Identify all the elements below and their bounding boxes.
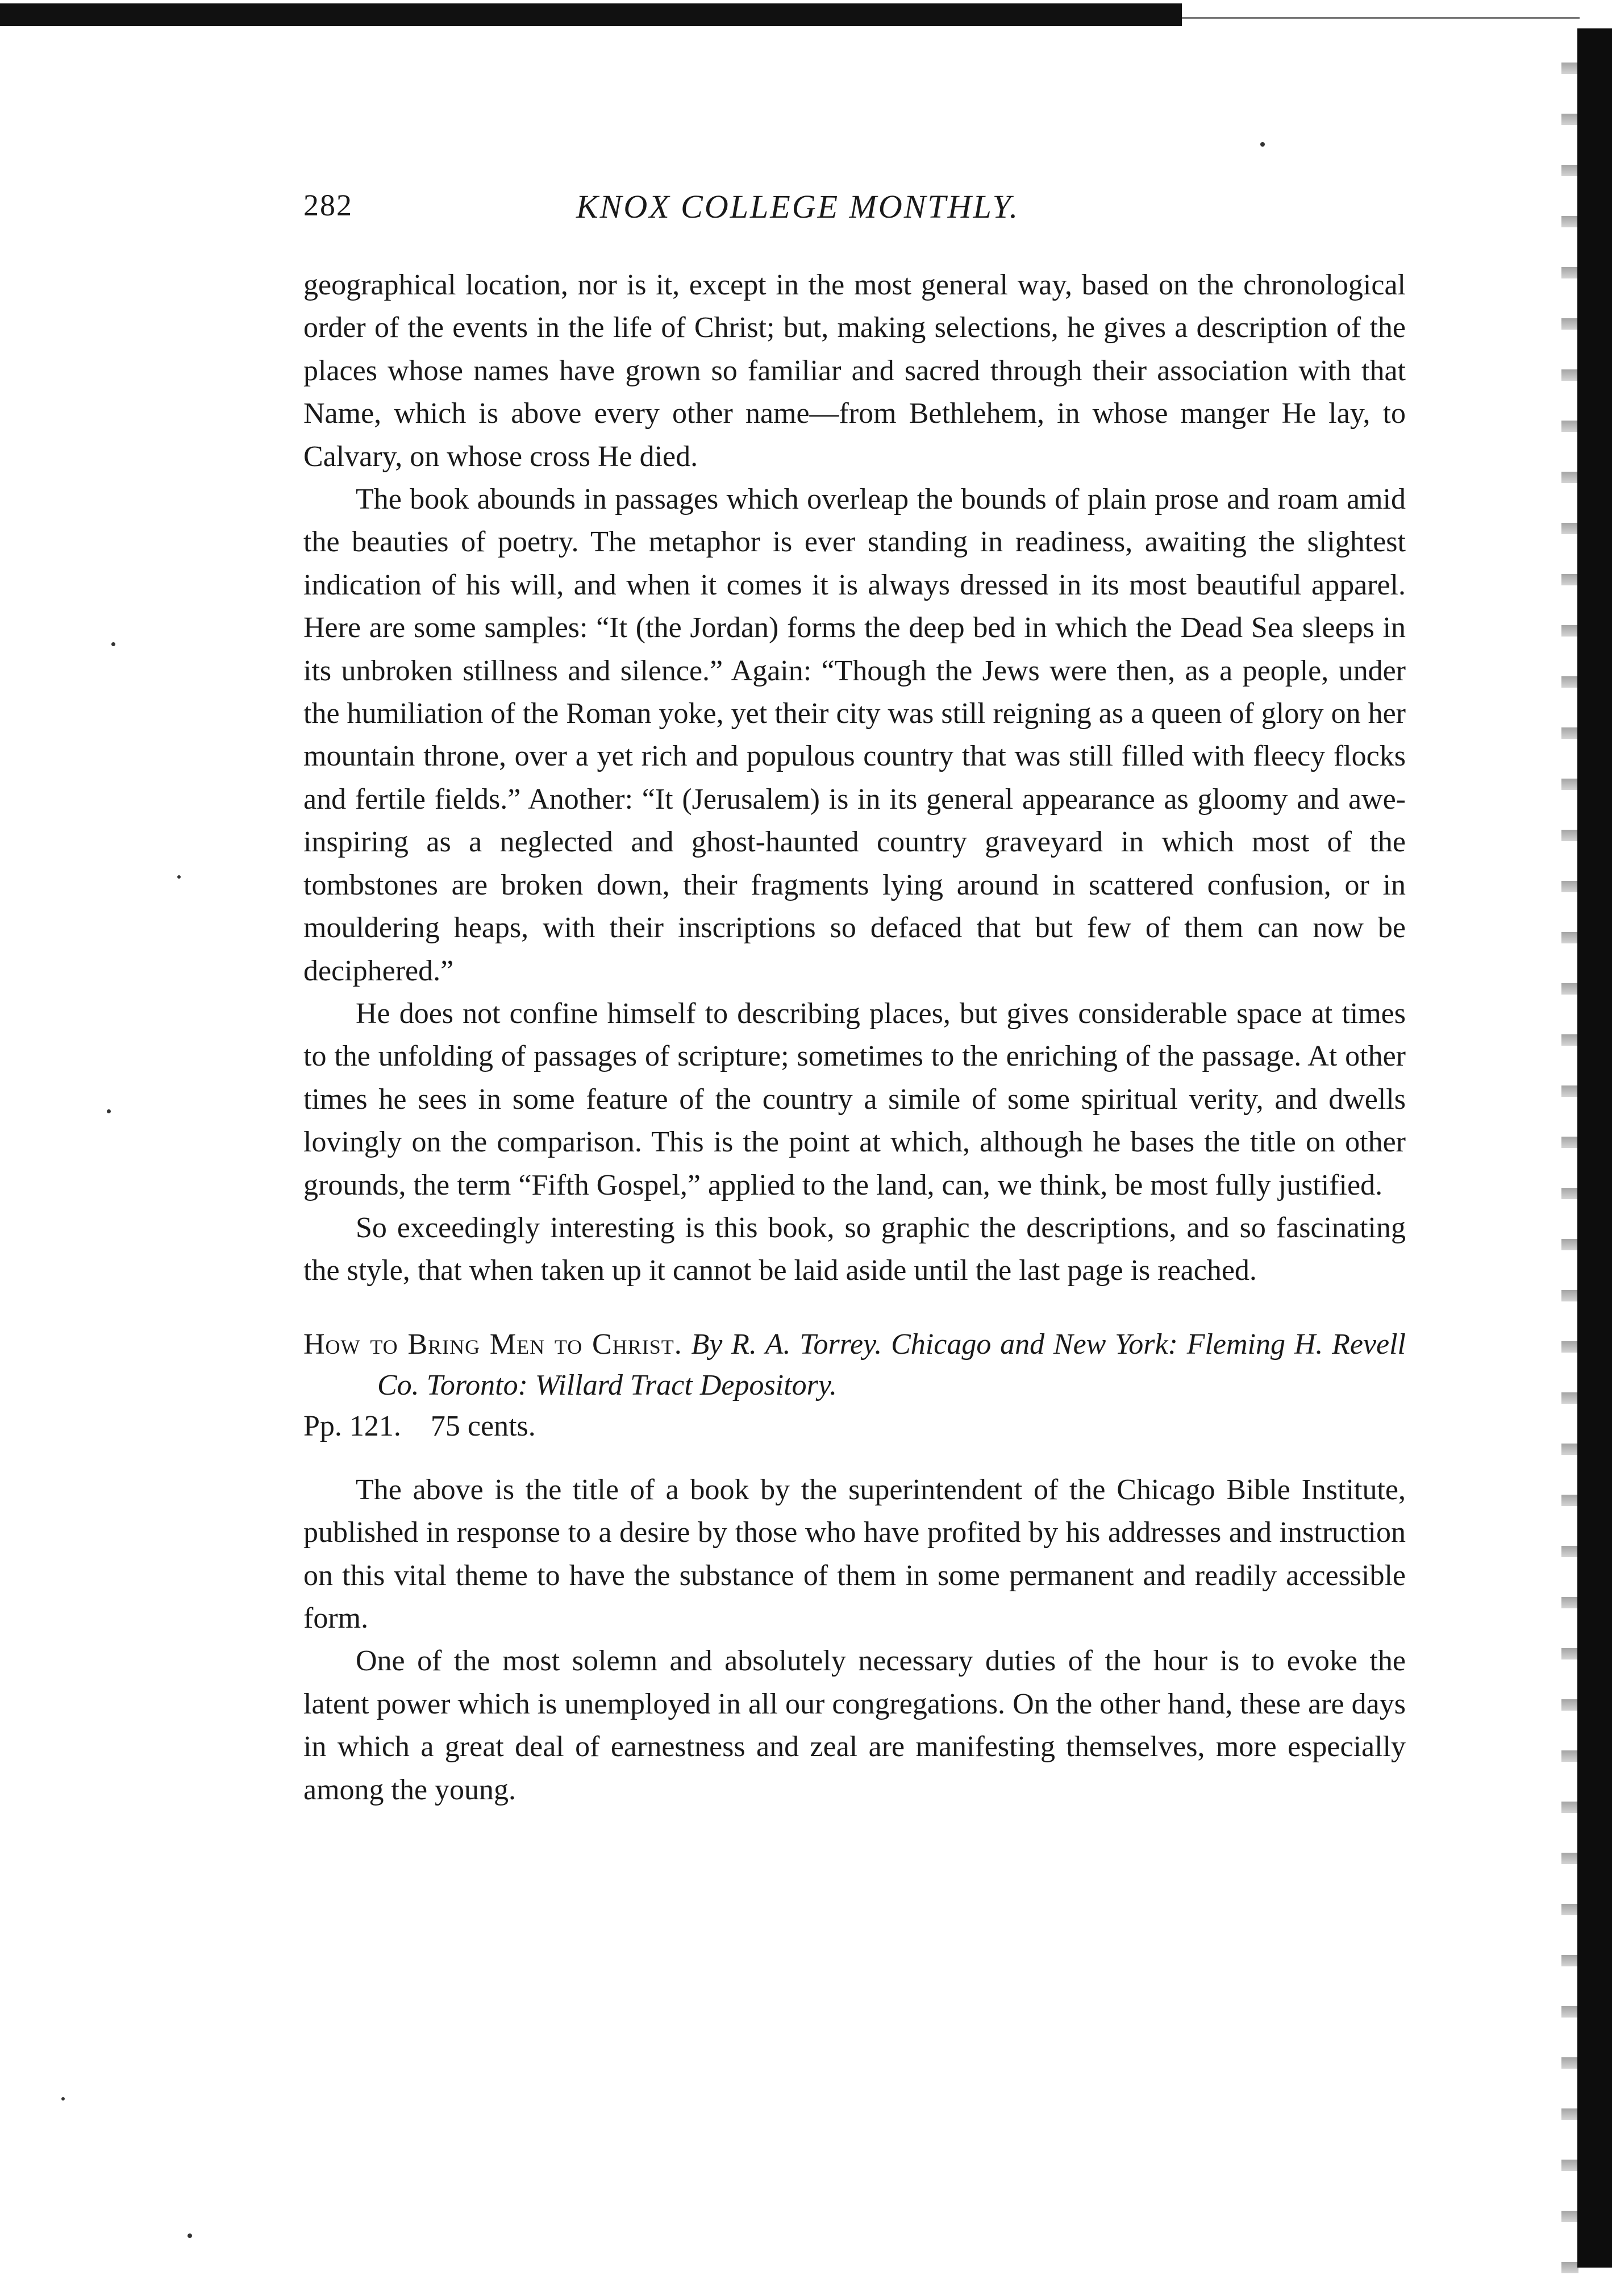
paragraph: He does not confine himself to describing places, but gives considerable space at times to the unfolding of passages of scripture; sometimes to the enriching of the passage. At other times he sees in some feature of the country a simile of some spiritual verity, and dwells lovingly on the comparison. This is the point at which, although he bases the title on other grounds, the term “Fifth Gospel,” applied to the land, can, we think, be most fully justified. — [303, 997, 1406, 1201]
page-number: 282 — [303, 188, 353, 222]
article-body — [303, 264, 1406, 1292]
scan-speck — [188, 2233, 192, 2238]
book-price: 75 cents. — [430, 1409, 536, 1442]
paragraph: The book abounds in passages which overleap the bounds of plain prose and roam amid the beauties of poetry. The metaphor is ever standing in readiness, awaiting the slightest indication of his will, and when it comes it is always dressed in its most beautiful apparel. Here are some samples: “It (the Jordan) forms the deep bed in which the Dead Sea sleeps in its unbroken stillness and silence.” Again: “Though the Jews were then, as a people, under the humiliation of the Roman yoke, yet their city was still reigning as a queen of glory on her mountain throne, over a yet rich and populous country that was still filled with fleecy flocks and fertile fields.” Another: “It (Jerusalem) is in its general appearance as gloomy and awe-inspiring as a neglected and ghost-haunted country graveyard in which most of the tombstones are broken down, their fragments lying around in scattered confusion, or in mouldering heaps, with their inscriptions so defaced that but few of them can now be deciphered.” — [303, 483, 1406, 987]
scan-top-edge-fade — [1182, 17, 1580, 19]
paragraph: geographical location, nor is it, except in the most general way, based on the chronological order of the events in the life of Christ; but, making selections, he gives a description of the places whose names have grown so familiar and sacred through their association with that Name, which is above every other name—from Bethlehem, in whose manger He lay, to Calvary, on whose cross He died. — [303, 269, 1406, 473]
book-title: How to Bring Men to Christ. — [303, 1328, 682, 1361]
scan-top-edge — [0, 3, 1182, 26]
paragraph: So exceedingly interesting is this book, so graphic the descriptions, and so fascinating the style, that when taken up it cannot be laid aside until the last page is reached. — [303, 1211, 1406, 1287]
scan-binding-shadow — [1577, 28, 1612, 2268]
journal-title: KNOX COLLEGE MONTHLY. — [576, 188, 1020, 225]
book-pages: Pp. 121. — [303, 1409, 401, 1442]
scan-speck — [107, 1109, 111, 1113]
book-author: By R. A. Torrey. — [691, 1328, 882, 1361]
scan-speck — [177, 875, 181, 879]
book-review-heading — [303, 1324, 1406, 1447]
running-head — [303, 188, 1406, 233]
document-page — [303, 188, 1406, 1811]
scan-binding-edge — [1561, 23, 1578, 2273]
paragraph: One of the most solemn and absolutely necessary duties of the hour is to evoke the latent power which is unemployed in all our congregations. On the other hand, these are days in which a great deal of earnestness and zeal are manifesting themselves, more especially among the young. — [303, 1645, 1406, 1806]
scan-speck — [111, 642, 115, 646]
book-distributor: Toronto: Willard Tract Depository. — [426, 1369, 838, 1401]
scan-speck — [61, 2097, 65, 2100]
book-publisher: Chicago and New York: Fleming H. Revell Co. — [377, 1328, 1406, 1401]
review-body — [303, 1469, 1406, 1811]
scan-speck — [1260, 142, 1265, 147]
paragraph: The above is the title of a book by the superintendent of the Chicago Bible Institute, published in response to a desire by those who have profited by his addresses and instruction on this vital theme to have the substance of them in some permanent and readily accessible form. — [303, 1473, 1406, 1634]
book-details — [303, 1406, 1406, 1447]
